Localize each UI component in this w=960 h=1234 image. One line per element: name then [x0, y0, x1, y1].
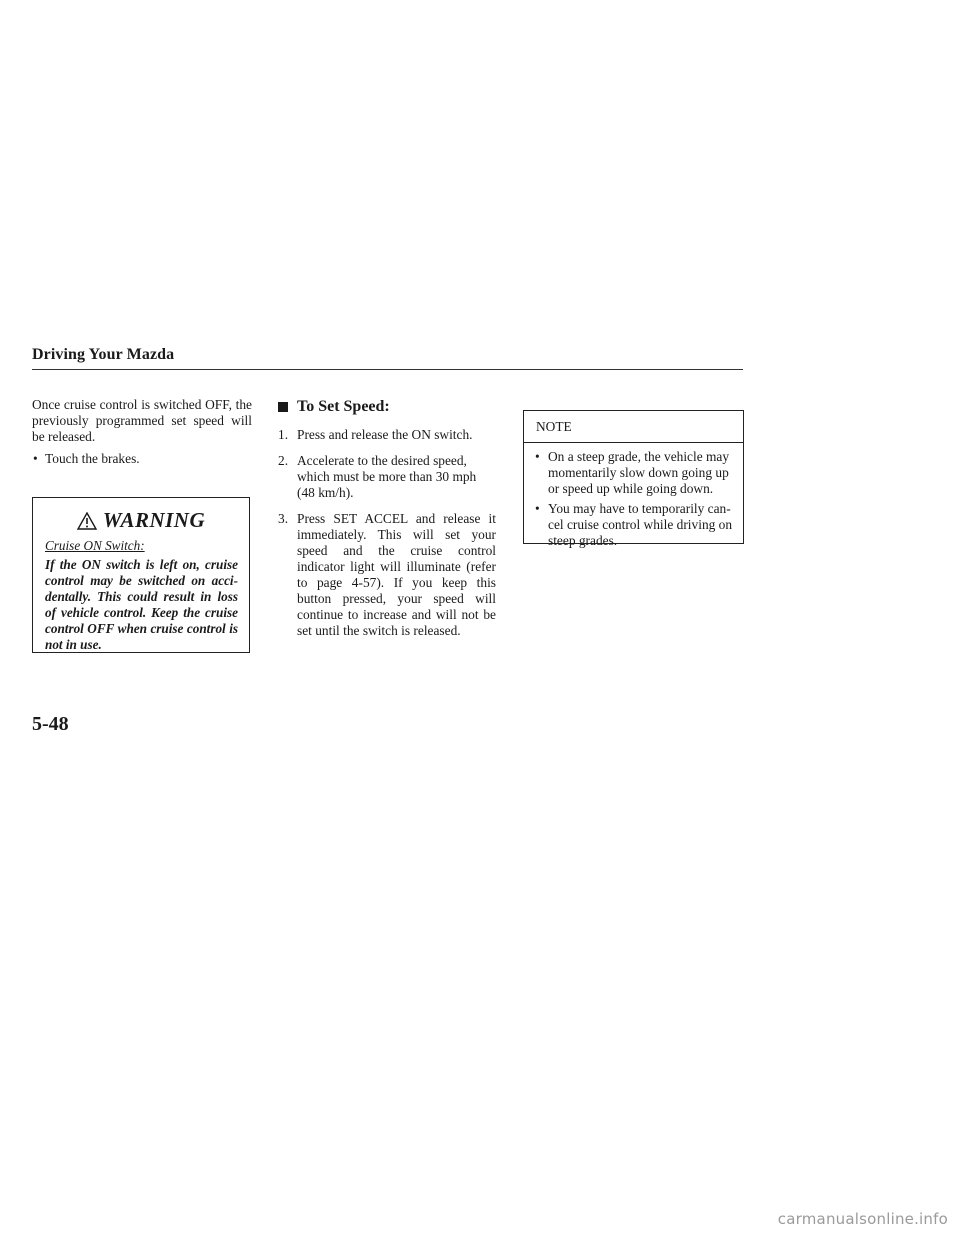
step-text: Accelerate to the desired speed, which must be more than 30 mph (48 km/h). [297, 453, 477, 500]
warning-title: WARNING [102, 508, 206, 532]
warning-heading [33, 508, 249, 536]
step-number: 3. [278, 511, 289, 526]
step-item [278, 427, 496, 443]
watermark: carmanualsonline.info [777, 1210, 948, 1228]
list-item-text: Touch the brakes. [45, 451, 140, 466]
column-middle [278, 397, 496, 649]
column-left [32, 397, 252, 467]
note-content [524, 443, 743, 549]
list-item [534, 501, 733, 549]
step-item [278, 453, 496, 501]
section-heading [278, 399, 496, 415]
intro-paragraph: Once cruise control is switched OFF, the previously programmed set speed will be released. [32, 397, 252, 444]
list-item-text: On a steep grade, the vehicle may momentarily slow down going up or speed up while going down. [548, 449, 730, 496]
square-bullet-icon [278, 402, 288, 412]
step-number: 1. [278, 427, 289, 442]
warning-triangle-icon [77, 511, 97, 536]
bullet-icon: • [535, 501, 540, 516]
list-item-text: You may have to temporarily can-cel cruise control while driving on steep grades. [548, 501, 733, 548]
section-header: Driving Your Mazda [32, 346, 175, 363]
bullet-icon: • [535, 449, 540, 464]
section-title: To Set Speed: [297, 398, 390, 415]
step-text: Press and release the ON switch. [297, 427, 473, 442]
step-number: 2. [278, 453, 289, 468]
warning-subheading: Cruise ON Switch: [45, 538, 145, 553]
list-item [32, 451, 252, 467]
header-divider [32, 369, 743, 370]
note-heading: NOTE [524, 411, 743, 443]
warning-content [45, 538, 238, 653]
warning-text: If the ON switch is left on, cruise control may be switched on acci-dentally. This could result in loss of vehicle control. Keep the cruise control OFF when cruise control is not in use. [45, 557, 238, 652]
page-number: 5-48 [32, 713, 69, 735]
step-text: Press SET ACCEL and release it immediately. This will set your speed and the cruise control indicator light will illuminate (refer to page 4-57). If you keep this button pressed, your speed will continue to increase and will not be set until the switch is released. [297, 511, 496, 638]
warning-box [32, 497, 250, 653]
step-item [278, 511, 496, 639]
column-right [523, 410, 744, 548]
bullet-icon: • [33, 451, 38, 466]
note-box [523, 410, 744, 548]
list-item [534, 449, 733, 497]
